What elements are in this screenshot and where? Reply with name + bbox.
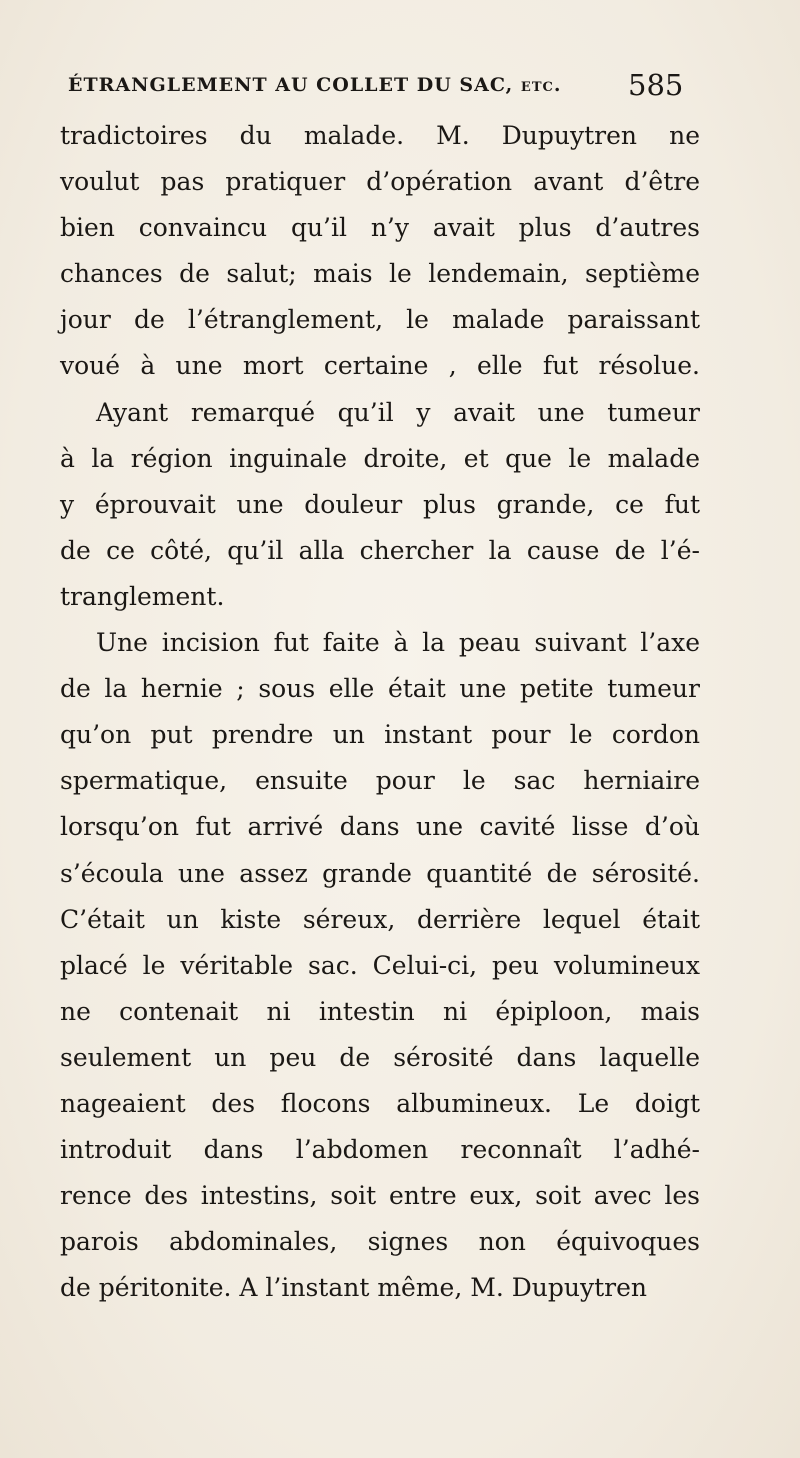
text-line: Ayant remarqué qu’il y avait une tumeur [96, 397, 700, 427]
page-number: 585 [628, 68, 684, 102]
text-line: nageaient des flocons albumineux. Le doigt [60, 1088, 700, 1118]
text-line: chances de salut; mais le lendemain, septième [60, 259, 700, 289]
text-line: rence des intestins, soit entre eux, soit avec les [60, 1181, 700, 1211]
text-line: spermatique, ensuite pour le sac herniaire [60, 766, 700, 796]
text-line: voué à une mort certaine , elle fut résolue. [60, 351, 700, 381]
text-line: de la hernie ; sous elle était une petite tumeur [60, 674, 700, 704]
text-line: qu’on put prendre un instant pour le cordon [60, 720, 700, 750]
text-line: lorsqu’on fut arrivé dans une cavité lisse d’où [60, 812, 700, 842]
text-line: à la région inguinale droite, et que le malade [60, 443, 700, 473]
body-text [60, 113, 700, 1311]
text-line: seulement un peu de sérosité dans laquelle [60, 1042, 700, 1072]
text-line: ne contenait ni intestin ni épiploon, mais [60, 996, 700, 1026]
text-line: tranglement. [60, 581, 225, 611]
text-line: C’était un kiste séreux, derrière lequel était [60, 904, 700, 934]
text-line: introduit dans l’abdomen reconnaît l’adhé- [60, 1135, 700, 1165]
text-line: placé le véritable sac. Celui-ci, peu volumineux [60, 950, 700, 980]
running-title: ÉTRANGLEMENT AU COLLET DU SAC, etc. [68, 74, 562, 96]
text-line: bien convaincu qu’il n’y avait plus d’autres [60, 213, 700, 243]
text-line: Une incision fut faite à la peau suivant l’axe [96, 628, 700, 658]
text-line: de péritonite. A l’instant même, M. Dupuytren [60, 1273, 647, 1303]
text-line: de ce côté, qu’il alla chercher la cause de l’é- [60, 535, 700, 565]
text-line: s’écoula une assez grande quantité de sérosité. [60, 858, 700, 888]
text-line: y éprouvait une douleur plus grande, ce fut [60, 489, 700, 519]
text-line: parois abdominales, signes non équivoques [60, 1227, 700, 1257]
text-line: jour de l’étranglement, le malade paraissant [60, 305, 700, 335]
running-head [0, 68, 800, 114]
text-line: voulut pas pratiquer d’opération avant d’être [60, 167, 700, 197]
text-line: tradictoires du malade. M. Dupuytren ne [60, 121, 700, 150]
